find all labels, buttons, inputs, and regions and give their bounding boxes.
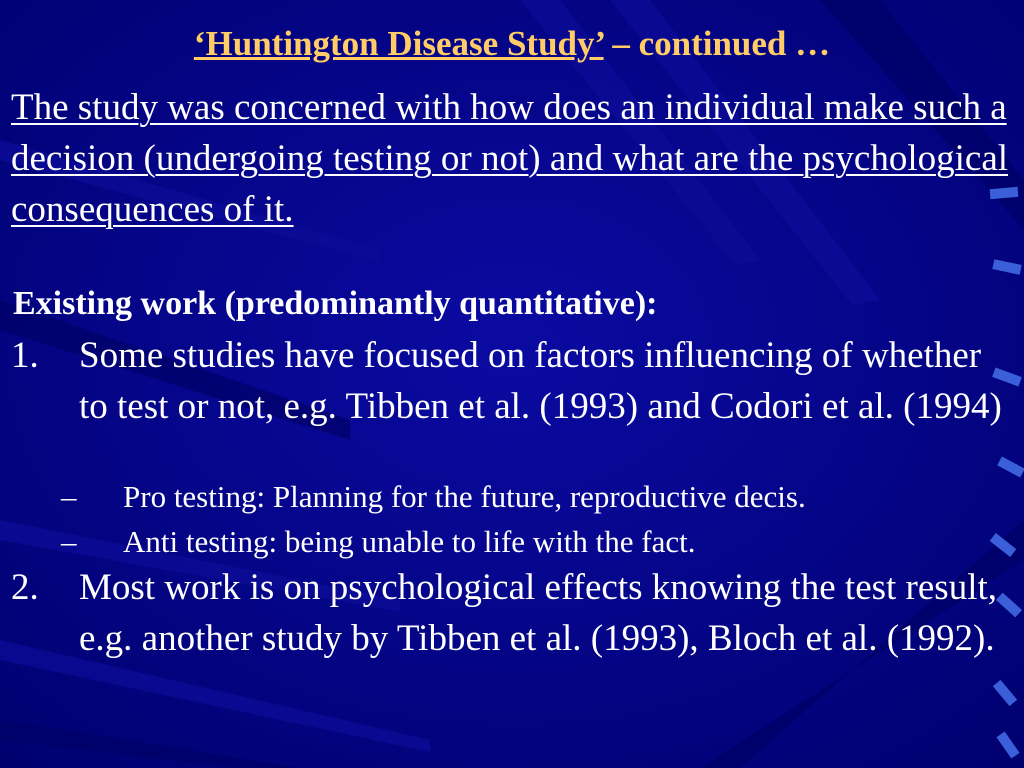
- slide-title-main: ‘Huntington Disease Study’: [193, 24, 604, 63]
- list-item-number: 2.: [11, 567, 39, 608]
- section-heading: [13, 279, 657, 329]
- sub-list-text: Anti testing: being unable to life with the fact.: [123, 524, 696, 559]
- sub-list-dash: –: [61, 479, 77, 514]
- sub-list-dash: –: [61, 524, 77, 559]
- sub-list-text: Pro testing: Planning for the future, reproductive decis.: [123, 479, 806, 514]
- intro-paragraph: The study was concerned with how does an individual make such a decision (undergoing testing or not) and what are the psychological consequences of it.: [11, 87, 1009, 230]
- list-item-text: Some studies have focused on factors influencing of whether to test or not, e.g. Tibben et al. (1993) and Codori et al. (1994): [79, 335, 1002, 427]
- slide-title-rest: – continued …: [603, 24, 831, 63]
- list-item-text: Most work is on psychological effects knowing the test result, e.g. another study by Tibben et al. (1993), Bloch et al. (1992).: [79, 567, 998, 659]
- section-heading-tail: ):: [634, 285, 658, 322]
- section-heading-bold: Existing work (predominantly quantitative: [13, 285, 635, 322]
- sub-list-item: [0, 520, 1024, 566]
- list-item-number: 1.: [11, 335, 39, 376]
- sub-list-item: [0, 475, 1024, 521]
- slide-title: [0, 22, 1024, 66]
